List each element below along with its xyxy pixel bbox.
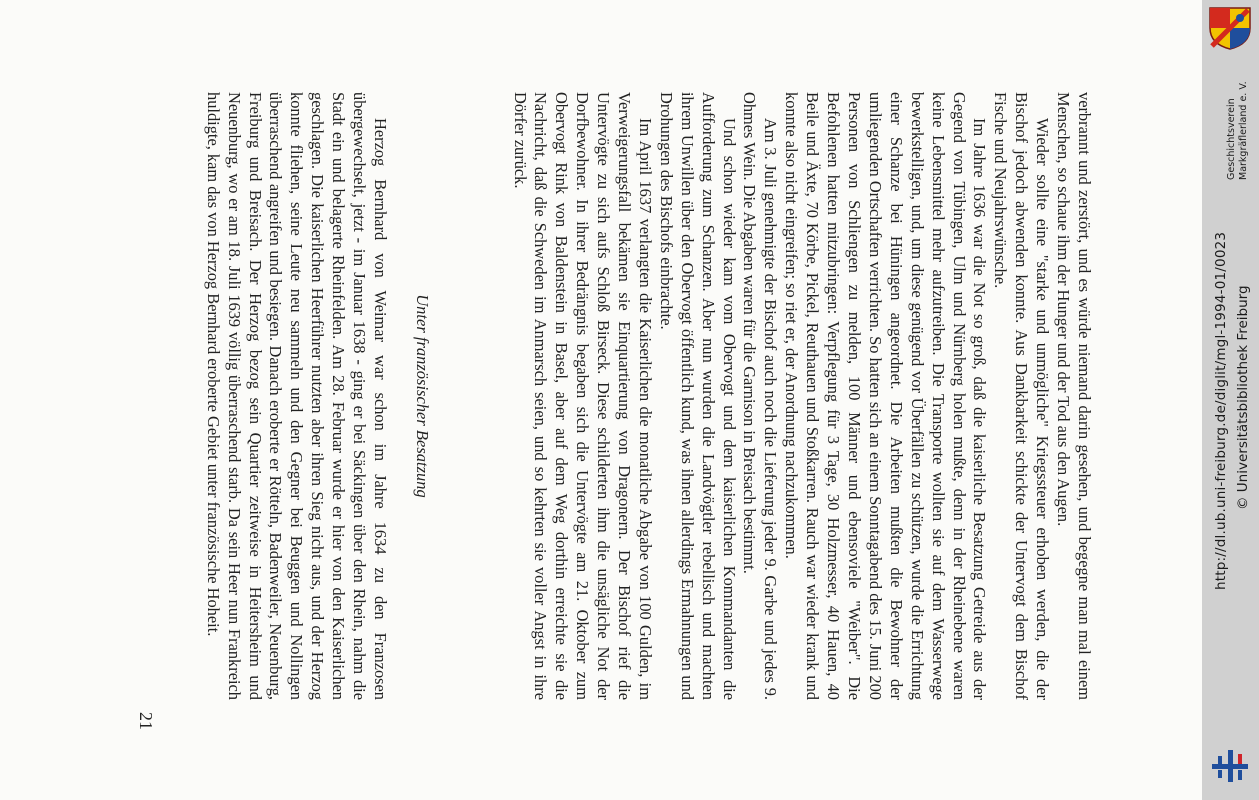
- page-number: 21: [136, 712, 156, 730]
- ub-freiburg-logo-icon[interactable]: [1208, 746, 1254, 786]
- coat-of-arms-icon: [1206, 6, 1254, 50]
- paragraph: Im April 1637 verlangten die Kaiserlichen die monatliche Abgabe von 100 Gulden, im Verweigerungsfall bekämen sie Einquartierung von Dragonern. Der Bischof rief die Untervögte zu sich aufs Schloß Birseck. Diese schilderten ihm die unsägliche Not der Dorfbewohner. In ihrer Bedrängnis begaben sich die Untervögte am 21. Oktober zum Obervogt Rink von Baldenstein in Basel, aber auf dem Weg dorthin erreichte sie die Nachricht, daß die Schweden im Anmarsch seien, und so kehrten sie voller Angst in ihre Dörfer zurück.: [510, 92, 655, 700]
- copyright-notice: © Universitätsbibliothek Freiburg: [1235, 285, 1251, 510]
- paragraph: Wieder sollte eine "starke und unmögliche" Kriegssteuer erhoben werden, die der Bischof jedoch abwenden konnte. Aus Dankbarkeit schickte der Untervogt dem Bischof Fische und Neujahrswünsche.: [991, 92, 1053, 700]
- society-name-line1: Geschichtsverein: [1226, 98, 1237, 180]
- section-heading: Unter französischer Besatzung: [413, 294, 432, 498]
- text-column-top: [509, 92, 1094, 700]
- paragraph: Und schon wieder kam vom Obervogt und dem kaiserlichen Kommandanten die Aufforderung zum Schanzen. Aber nun wurden die Landvögtler rebellisch und machten ihrem Unwillen über den Obervogt öffentlich kund, was ihnen allerdings Ermahnungen und Drohungen des Bischofs einbrachte.: [656, 92, 739, 700]
- paragraph: verbrannt und zerstört, und es würde niemand darin gesehen, und begegne man mal einem Menschen, so schaue ihm der Hunger und der Tod aus den Augen.: [1054, 92, 1094, 700]
- paragraph: Herzog Bernhard von Weimar war schon im Jahre 1634 zu den Franzosen übergewechselt, jetzt - im Januar 1638 - ging er bei Säckingen über den Rhein, nahm die Stadt ein und belagerte Rheinfelden. Am 28. Februar wurde er hier von den Kaiserlichen geschlagen. Die kaiserlichen Heerführer nutzten aber ihren Sieg nicht aus, und der Herzog konnte fliehen, seine Leute neu sammeln und den Gegner bei Beuggen und Nollingen überraschend angreifen und besiegen. Danach eroberte er Rötteln, Badenweiler, Neuenburg, Freiburg und Breisach. Der Herzog bezog sein Quartier zeitweise in Heitersheim und Neuenburg, wo er am 18. Juli 1639 völlig überraschend starb. Da sein Heer nun Frankreich huldigte, kam das von Herzog Bernhard eroberte Gebiet unter französische Hoheit.: [203, 92, 390, 700]
- text-column-bottom: [202, 92, 390, 700]
- permalink-url[interactable]: http://dl.ub.uni-freiburg.de/diglit/mgl-1994-01/0023: [1213, 231, 1229, 590]
- paragraph: Am 3. Juli genehmigte der Bischof auch noch die Lieferung jeder 9. Garbe und jedes 9. Ohmes Wein. Die Abgaben waren für die Garnison in Breisach bestimmt.: [740, 92, 781, 700]
- paragraph: Im Jahre 1636 war die Not so groß, daß die kaiserliche Besatzung Getreide aus der Gegend von Tübingen, Ulm und Nürnberg holen mußte, denn in der Rheinebene waren keine Lebensmittel mehr aufzutreiben. Die Transporte wollten sie auf dem Wasserwege bewerkstelligen, und, um diese genügend vor Überfällen zu schützen, wurde die Errichtung einer Schanze bei Hüningen angeordnet. Die Arbeiten mußten die Bewohner der umliegenden Ortschaften verrichten. So hatten sich an einem Sonntagabend des 15. Juni 200 Personen von Schliengen zu melden, 100 Männer und ebensoviele "Weiber". Die Befohlenen hatten mitzubringen: Verpflegung für 3 Tage, 30 Holzmesser, 40 Hauen, 40 Beile und Äxte, 70 Körbe, Pickel, Reuthauen und Stoßkarren. Rauch war wieder krank und konnte also nicht eingreifen; so riet er, der Anordnung nachzukommen.: [782, 92, 990, 700]
- society-name-line2: Markgräflerland e. V.: [1238, 81, 1249, 180]
